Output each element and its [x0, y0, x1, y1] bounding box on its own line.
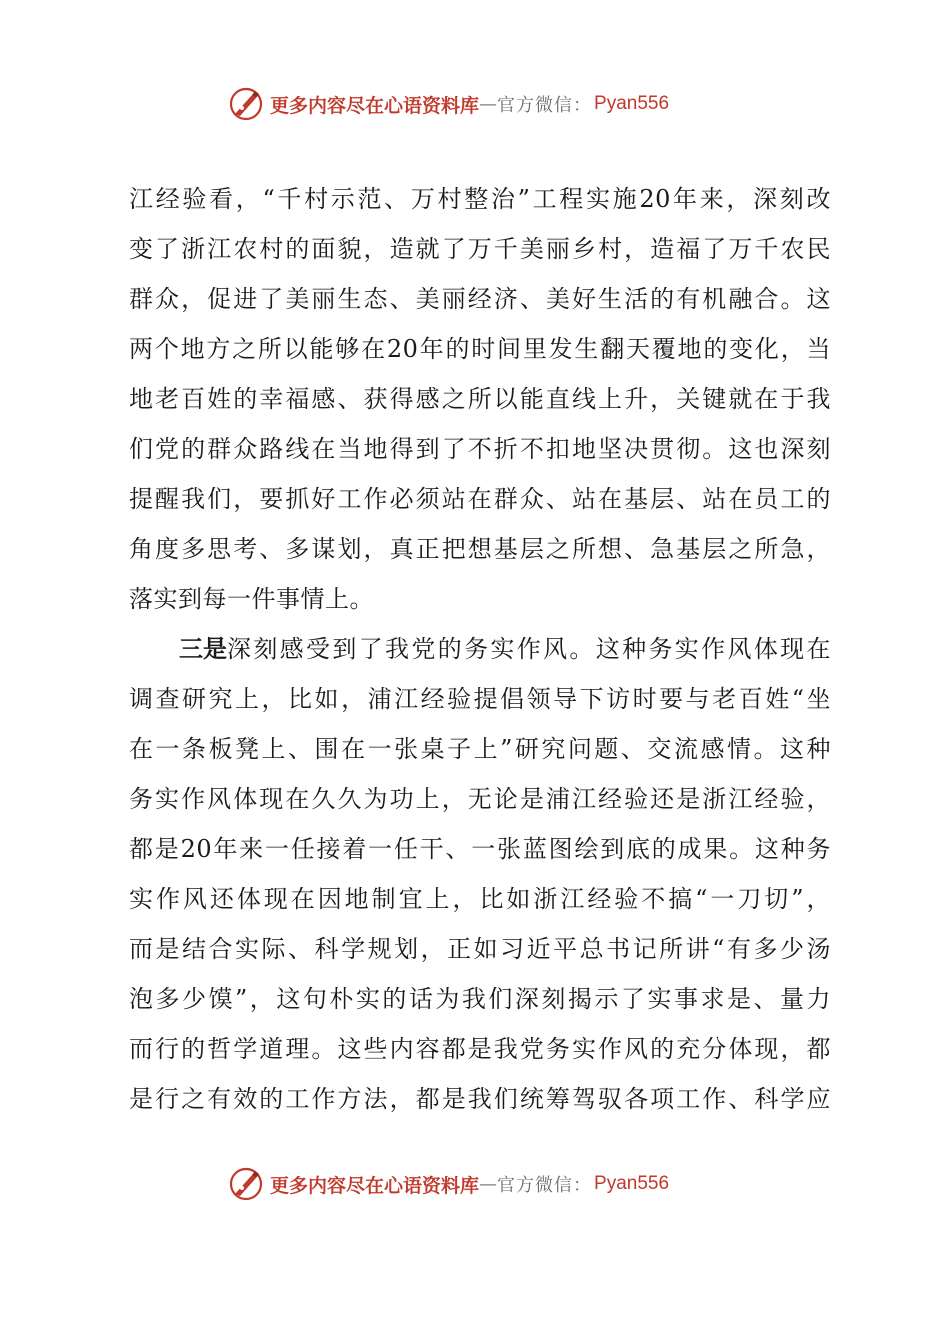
paragraph-first-rest: 深刻感受到了我党的务实作风。这种务实作风体现在	[227, 635, 831, 663]
text-line: 泡多少馍”，这句朴实的话为我们深刻揭示了实事求是、量力	[129, 985, 831, 1013]
pen-logo-icon	[228, 86, 264, 122]
text-line: 们党的群众路线在当地得到了不折不扣地坚决贯彻。这也深刻	[129, 435, 831, 463]
text-line: 是行之有效的工作方法，都是我们统筹驾驭各项工作、科学应	[129, 1085, 831, 1113]
text-line: 两个地方之所以能够在20年的时间里发生翻天覆地的变化，当	[129, 335, 831, 363]
text-line: 变了浙江农村的面貌，造就了万千美丽乡村，造福了万千农民	[129, 235, 831, 263]
paragraph-first-line	[129, 624, 831, 674]
text-line: 而行的哲学道理。这些内容都是我党务实作风的充分体现，都	[129, 1035, 831, 1063]
paragraph-lead: 三是	[179, 634, 227, 663]
banner-wechat-id: Pyan556	[594, 1173, 670, 1194]
text-line: 落实到每一件事情上。	[129, 585, 374, 613]
text-line: 实作风还体现在因地制宜上，比如浙江经验不搞“一刀切”，	[129, 885, 831, 913]
text-line: 都是20年来一任接着一任干、一张蓝图绘到底的成果。这种务	[129, 835, 831, 863]
text-line: 江经验看，“千村示范、万村整治”工程实施20年来，深刻改	[129, 185, 831, 213]
banner-wechat-label: 官方微信：	[497, 1175, 593, 1196]
banner-main-text: 更多内容尽在心语资料库	[270, 94, 480, 117]
document-body	[129, 174, 831, 1124]
text-line: 而是结合实际、科学规划，正如习近平总书记所讲“有多少汤	[129, 935, 831, 963]
header-banner	[228, 84, 728, 124]
banner-main-text: 更多内容尽在心语资料库	[270, 1174, 480, 1197]
footer-banner	[228, 1164, 728, 1204]
text-line: 提醒我们，要抓好工作必须站在群众、站在基层、站在员工的	[129, 485, 831, 513]
text-line: 地老百姓的幸福感、获得感之所以能直线上升，关键就在于我	[129, 385, 831, 413]
banner-wechat-label: 官方微信：	[497, 95, 593, 116]
banner-dash: —	[479, 1173, 498, 1195]
pen-logo-icon	[228, 1166, 264, 1202]
text-line: 在一条板凳上、围在一张桌子上”研究问题、交流感情。这种	[129, 735, 831, 763]
text-line: 务实作风体现在久久为功上，无论是浦江经验还是浙江经验，	[129, 785, 831, 813]
text-line: 群众，促进了美丽生态、美丽经济、美好生活的有机融合。这	[129, 285, 831, 313]
banner-wechat-id: Pyan556	[594, 93, 670, 114]
banner-dash: —	[479, 93, 498, 115]
text-line: 角度多思考、多谋划，真正把想基层之所想、急基层之所急，	[129, 535, 831, 563]
text-line: 调查研究上，比如，浦江经验提倡领导下访时要与老百姓“坐	[129, 685, 831, 713]
